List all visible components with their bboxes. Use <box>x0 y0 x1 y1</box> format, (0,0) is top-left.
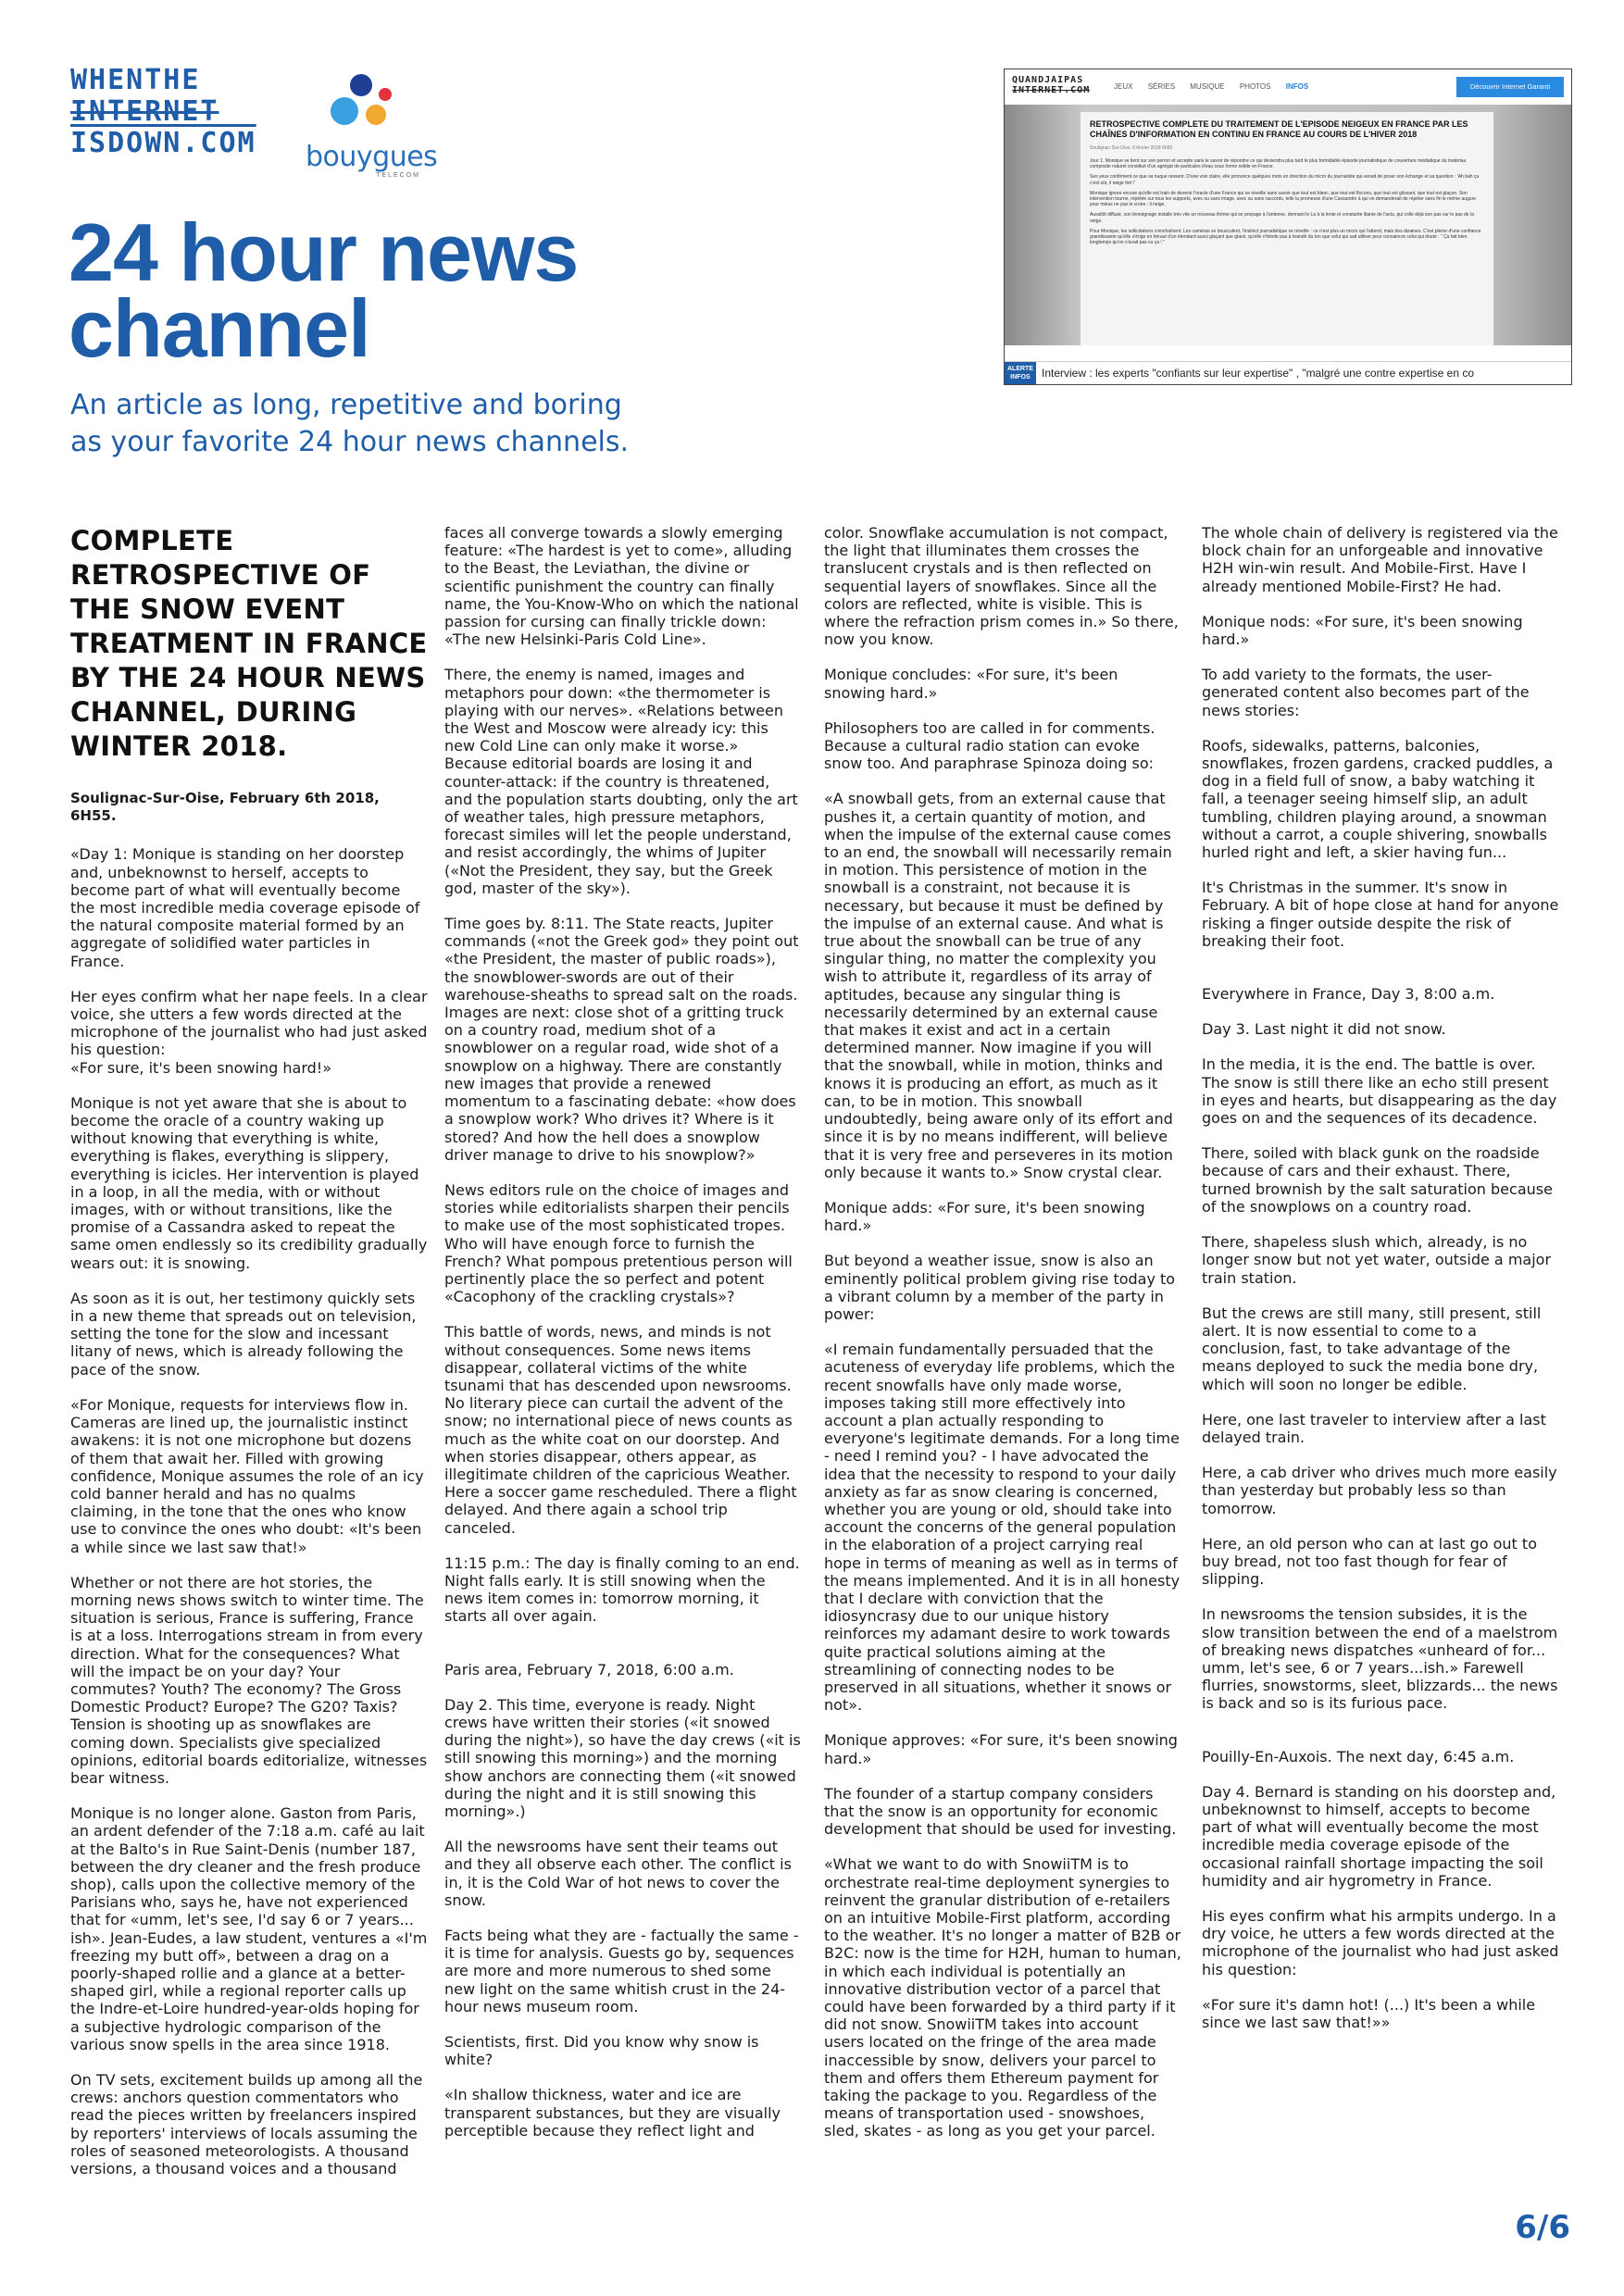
screenshot-page <box>1005 105 1571 345</box>
paragraph: Day 4. Bernard is standing on his doorstep and, unbeknownst to himself, accepts to become part of what will eventually become the most incredible media coverage episode of the occasional rainfall shortage impacting the soil humidity and air hygrometry in France. <box>1202 1782 1556 1890</box>
paragraph: Monique approves: «For sure, it's been snowing hard.» <box>824 1731 1178 1767</box>
paragraph: «For Monique, requests for interviews flow in. Cameras are lined up, the journalistic instinct awakens: it is not one microphone but dozens of them that await her. Filled with growing confidence, Monique assumes the role of an icy cold banner herald and has no qualms claiming, in the tone that the ones who know use to convince the ones who doubt: «It's been a while since we last saw that!» <box>70 1395 424 1556</box>
bouygues-telecom-logo <box>306 69 438 180</box>
screenshot-logo-line-1: QUANDJAIPAS <box>1012 75 1084 85</box>
website-screenshot <box>1004 69 1572 385</box>
paragraph: «Day 1: Monique is standing on her doorstep and, unbeknownst to herself, accepts to become part of what will eventually become the most incredible media coverage episode of the natural composite material formed by an aggregate of solidified water particles in France. <box>70 845 420 970</box>
paragraph: But beyond a weather issue, snow is also an eminently political problem giving rise today to a vibrant column by a member of the party in power: <box>824 1252 1176 1323</box>
paragraph: His eyes confirm what his armpits undergo. In a dry voice, he utters a few words directed at the microphone of the journalist who had just asked his question: <box>1202 1906 1559 1978</box>
paragraph: Roofs, sidewalks, patterns, balconies, snowflakes, frozen gardens, cracked puddles, a dog in a field full of snow, a baby watching it fall, a teenager seeing himself slip, an adult tumbling, children playing around, a snowman without a carrot, a couple shivering, snowballs hurled right and left, a skier having fun... <box>1202 736 1554 862</box>
paragraph: Facts being what they are - factually the same - it is time for analysis. Guests go by, sequences are more and more numerous to shed some new light on the same whitish crust in the 24-hour news museum room. <box>444 1927 799 2015</box>
screenshot-menu-item: JEUX <box>1114 82 1133 91</box>
bouygues-subtitle: TELECOM <box>376 172 420 179</box>
news-ticker <box>1005 361 1571 384</box>
paragraph: 11:15 p.m.: The day is finally coming to an end. Night falls early. It is still snowing when the news item comes in: tomorrow morning, it starts all over again. <box>444 1554 800 1626</box>
paragraph: color. Snowflake accumulation is not compact, the light that illuminates them crosses the translucent crystals and is then reflected on sequential layers of snowflakes. Since all the colors are reflected, white is visible. This is where the refraction prism comes in.» So there, now you know. <box>824 524 1179 649</box>
section-dateline: Everywhere in France, Day 3, 8:00 a.m. <box>1202 985 1495 1004</box>
paragraph: Day 2. This time, everyone is ready. Night crews have written their stories («it snowed during the night»), so have the day crews («it is still snowing this morning») and the morning show anchors are connecting them («it snowed during the night and it is still snowing this morning».) <box>444 1695 801 1820</box>
logo-line-3: ISDOWN.COM <box>70 127 256 159</box>
paragraph: Monique nods: «For sure, it's been snowing hard.» <box>1202 612 1523 649</box>
article-column-3 <box>824 524 1181 2158</box>
section-dateline: Pouilly-En-Auxois. The next day, 6:45 a.m. <box>1202 1747 1515 1766</box>
paragraph: Monique is not yet aware that she is about to become the oracle of a country waking up without knowing that everything is white, everything is flakes, everything is slippery, everything is icicles. Her intervention is played in a loop, in all the media, with or without images, with or without transitions, like the promise of a Cassandra asked to repeat the same omen endlessly so its credibility gradually wears out: it is snowing. <box>70 1093 428 1272</box>
bouygues-wordmark: bouygues <box>306 141 438 173</box>
paragraph: The founder of a startup company considers that the snow is an opportunity for economic development that should be used for investing. <box>824 1784 1177 1839</box>
paragraph: «What we want to do with SnowiiTM is to orchestrate real-time deployment synergies to reinvent the granular distribution of e-retailers on an intuitive Mobile-First platform, according to the weather. It's no longer a matter of B2B or B2C: now is the time for H2H, human to human, in which each individual is potentially an innovative distribution vector of a parcel that could have been forwarded by a third party if it did not snow. SnowiiTM takes into account users located on the fringe of the area made inaccessible by snow, delivers your parcel to them and offers them Ethereum payment for taking the package to you. Regardless of the means of transportation used - snowshoes, sled, skates - as long as you get your parcel. <box>824 1855 1181 2140</box>
paragraph: Here, an old person who can at last go out to buy bread, not too fast though for fear of slipping. <box>1202 1534 1537 1589</box>
paragraph: «A snowball gets, from an external cause that pushes it, a certain quantity of motion, and when the impulse of the external cause comes to an end, the snowball will necessarily remain in motion. This persistence of motion in the snowball is a constraint, not because it is necessary, but because it must be defined by the impulse of an external cause. And what is true about the snowball can be true of any singular thing, no matter the complexity you wish to attribute it, regardless of its array of aptitudes, because any singular thing is necessarily determined by an external cause that makes it exist and act in a certain determined manner. Now imagine if you will that the snowball, while in motion, thinks and knows it is producing an effort, as much as it can, to be in motion. This snowball undoubtedly, being aware only of its effort and since it is by no means indifferent, will believe that it is very free and perseveres in its motion only because it wants to.» Snow crystal clear. <box>824 790 1173 1181</box>
page-subtitle: An article as long, repetitive and boring as your favorite 24 hour news channels. <box>70 389 630 458</box>
screenshot-menu-item: SÉRIES <box>1147 82 1176 91</box>
paragraph: There, soiled with black gunk on the roadside because of cars and their exhaust. There, turned brownish by the salt saturation because of the snowplows on a country road. <box>1202 1144 1553 1216</box>
screenshot-navbar <box>1005 69 1571 106</box>
logo-line-2: INTERNET <box>70 95 219 128</box>
article-headline: COMPLETE RETROSPECTIVE OF THE SNOW EVENT TREATMENT IN FRANCE BY THE 24 HOUR NEWS CHANNEL, DURING WINTER 2018. <box>70 525 428 762</box>
screenshot-logo <box>1012 75 1090 95</box>
whentheinternetisdown-logo <box>70 65 256 159</box>
screenshot-menu-item-active: INFOS <box>1285 82 1309 91</box>
paragraph: All the newsrooms have sent their teams out and they all observe each other. The conflict is in, it is the Cold War of hot news to cover the snow. <box>444 1838 792 1909</box>
section-dateline: Paris area, February 7, 2018, 6:00 a.m. <box>444 1660 734 1678</box>
paragraph: There, the enemy is named, images and metaphors pour down: «the thermometer is playing with our nerves». «Relations between the West and Moscow were already icy: this new Cold Line can only make it worse.» Because editorial boards are losing it and counter-attack: if the country is threatened, and the population starts doubting, only the art of weather tales, high pressure metaphors, forecast similes will let the people understand, and resist accordingly, the whims of Jupiter («Not the President, they say, but the Greek god, master of the sky»). <box>444 666 798 897</box>
screenshot-paragraph: Jour 1. Monique se tient sur son perron et accepte sans le savoir de répondre ce qui deviendra plus tard le plus formidable épisode journalistique de couverture médiatique du matériau composite naturel constitué d'un agrégat de particules d'eau sous forme solide en France. <box>1090 158 1467 170</box>
paragraph: «For sure it's damn hot! (...) It's been a while since we last saw that!»» <box>1202 1995 1536 2031</box>
paragraph: There, shapeless slush which, already, is no longer snow but not yet water, outside a major train station. <box>1202 1233 1552 1287</box>
screenshot-paragraph: Monique ignore encore qu'elle est train de devenir l'oracle d'une France qui se réveille sans savoir que tout est blanc, que tout est flocons, que tout est glissant, que tout est glaçon. Son intervention tourne, répétée sur tous les supports, avec ou sans image, avec ou sans raccords, telle la promesse d'une Cassandre à qui on demanderait de répéter sans fin le même augure pour mieux ne pas le croire : il neige. <box>1090 190 1477 208</box>
paragraph: Scientists, first. Did you know why snow is white? <box>444 2033 759 2069</box>
screenshot-menu-item: PHOTOS <box>1239 82 1271 91</box>
screenshot-paragraph: Ses yeux confirment ce que sa nuque ressent. D'une voix claire, elle prononce quelques mots en direction du micro du journaliste qui venait de poser son échange et sa question : 'Ah bah ça c'est sûr, il neige fort !' <box>1090 174 1480 186</box>
screenshot-paragraph: Pour Monique, les sollicitations s'enchaînent. Les caméras se bousculent, l'instinct journalistique se réveille : ce n'est plus un micro qui l'attend, mais des dizaines. C'est pleine d'une confiance grandissante qu'elle s'érige en héraut d'un étendard aussi glaçant que glacé, qu'elle n'hésite pas à brandir du ton que celui qui sait utiliser pour convaincre celui qui doute : " Ça fait bien longtemps qu'on n'avait pas vu ça ! " <box>1090 228 1481 246</box>
screenshot-logo-line-2: INTERNET.COM <box>1012 85 1091 95</box>
paragraph: Monique concludes: «For sure, it's been snowing hard.» <box>824 666 1118 702</box>
ticker-text: Interview : les experts "confiants sur leur expertise" , "malgré une contre expertise en co <box>1042 367 1474 380</box>
page-number: 6/6 <box>1515 2209 1570 2246</box>
paragraph: faces all converge towards a slowly emerging feature: «The hardest is yet to come», alluding to the Beast, the Leviathan, the divine or scientific punishment the country can finally name, the You-Know-Who on which the national passion for cursing can finally trickle down: «The new Helsinki-Paris Cold Line». <box>444 524 799 649</box>
paragraph: Philosophers too are called in for comments. Because a cultural radio station can evoke snow too. And paraphrase Spinoza doing so: <box>824 718 1156 773</box>
logo-line-1: WHENTHE <box>70 64 201 96</box>
paragraph: In the media, it is the end. The battle is over. The snow is still there like an echo still present in eyes and hearts, but disappearing as the day goes on and the sequences of its decadence. <box>1202 1055 1557 1128</box>
screenshot-article-meta: Soulignac-Sur-Oise, 6 février 2018 6h55 <box>1090 145 1173 151</box>
paragraph: «In shallow thickness, water and ice are transparent substances, but they are visually perceptible because they reflect light and <box>444 2086 781 2140</box>
screenshot-article <box>1081 112 1493 345</box>
article-column-4 <box>1202 524 1559 2049</box>
paragraph: Here, a cab driver who drives much more easily than yesterday but probably less so than tomorrow. <box>1202 1464 1557 1517</box>
paragraph: It's Christmas in the summer. It's snow in February. A bit of hope close at hand for anyone risking a finger outside despite the risk of breaking their foot. <box>1202 879 1559 950</box>
bouygues-bubbles-icon <box>306 69 426 143</box>
screenshot-cta-button: Découvrir Internet Garanti <box>1456 77 1564 97</box>
screenshot-paragraph: Aussitôt diffusé, son témoignage installe très vite un nouveau thème qui se propage à l'antenne, donnant le La à la lente et constante litanie de l'actu, qui colle déjà son pas sur le pas de la neige. <box>1090 212 1474 224</box>
paragraph: In newsrooms the tension subsides, it is the slow transition between the end of a maelstrom of breaking news dispatches «unheard of for... umm, let's see, 6 or 7 years...ish.» Farewell flurries, snowstorms, sleet, blizzards... the news is back and so is its furious pace. <box>1202 1605 1558 1713</box>
article-column-2 <box>444 524 802 2157</box>
paragraph: Day 3. Last night it did not snow. <box>1202 1020 1446 1039</box>
screenshot-menu-item: MUSIQUE <box>1190 82 1225 91</box>
paragraph: The whole chain of delivery is registered via the block chain for an unforgeable and innovative H2H win-win result. And Mobile-First. Have I already mentioned Mobile-First? He had. <box>1202 524 1558 595</box>
article-dateline: Soulignac-Sur-Oise, February 6th 2018, 6H55. <box>70 790 380 825</box>
paragraph: On TV sets, excitement builds up among all the crews: anchors question commentators who read the pieces written by freelancers inspired by reporters' interviews of locals assuming the roles of seasoned meteorologists. A thousand versions, a thousand voices and a thousand <box>70 2071 423 2178</box>
paragraph: News editors rule on the choice of images and stories while editorialists sharpen their pencils to make use of the most sophisticated tropes. Who will have enough force to furnish the French? What pompous pretentious person will pertinently place the so perfect and potent «Cacophony of the crackling crystals»? <box>444 1180 793 1306</box>
article-column-1 <box>70 524 428 2195</box>
paragraph: Time goes by. 8:11. The State reacts, Jupiter commands («not the Greek god» they point out «the President, the master of public roads»), the snowblower-swords are out of their warehouse-sheaths to spread salt on the roads. Images are next: close shot of a gritting truck on a country road, medium shot of a snowblower on a regular road, wide shot of a snowplow on a highway. There are constantly new images that provide a renewed momentum to a fascinating debate: «how does a snowplow work? Who drives it? Where is it stored? And how the hell does a snowplow driver manage to drive to his snowplow?» <box>444 915 799 1164</box>
screenshot-article-title: RETROSPECTIVE COMPLETE DU TRAITEMENT DE L'EPISODE NEIGEUX EN FRANCE PAR LES CHAÎNES D'INFORMATION EN CONTINU EN FRANCE AU COURS DE L'HIVER 2018 <box>1090 119 1468 139</box>
paragraph: Monique is no longer alone. Gaston from Paris, an ardent defender of the 7:18 a.m. café au lait at the Balto's in Rue Saint-Denis (number 187, between the dry cleaner and the fresh produce shop), calls upon the collective memory of the Parisians who, says he, have not experienced that for «umm, let's see, I'd say 6 or 7 years... ish». Jean-Eudes, a law student, ventures a «I'm freezing my butt off», between a drag on a poorly-shaped rollie and a glance at a better-shaped girl, while a regional reporter calls up the Indre-et-Loire hundred-year-olds hoping for a subjective hydrologic comparison of the various snow spells in the area since 1918. <box>70 1804 428 2053</box>
paragraph: Whether or not there are hot stories, the morning news shows switch to winter time. The situation is serious, France is suffering, France is at a loss. Interrogations stream in from every direction. What for the consequences? What will the impact be on your day? Your commutes? Youth? The economy? The Gross Domestic Product? Europe? The G20? Taxis? Tension is shooting up as snowflakes are coming down. Specialists give specialized opinions, editorial boards editorialize, witnesses bear witness. <box>70 1573 428 1787</box>
alerte-infos-tag: ALERTE INFOS <box>1005 362 1036 384</box>
screenshot-menu <box>1114 82 1321 91</box>
paragraph: As soon as it is out, her testimony quickly sets in a new theme that spreads out on television, setting the tone for the slow and incessant litany of news, which is already following the pace of the snow. <box>70 1289 417 1379</box>
paragraph: Her eyes confirm what her nape feels. In a clear voice, she utters a few words directed at the microphone of the journalist who had just asked his question: «For sure, it's been snowing hard!» <box>70 987 428 1077</box>
paragraph: Here, one last traveler to interview after a last delayed train. <box>1202 1410 1546 1446</box>
paragraph: «I remain fundamentally persuaded that the acuteness of everyday life problems, which the recent snowfalls have only made worse, imposes taking still more effectively into account a plan actually responding to everyone's legitimate demands. For a long time - need I remind you? - I have advocated the idea that the necessity to respond to your daily anxiety as far as snow clearing is concerned, whether you are young or old, should take into account the concerns of the general population in the elaboration of a project carrying real hope in terms of meaning as well as in terms of the means implemented. And it is in all honesty that I declare with conviction that the idiosyncrasy due to our unique history reinforces my adamant desire to work towards quite practical solutions aiming at the streamlining of connecting nodes to be preserved in all situations, whether it snows or not». <box>824 1341 1181 1715</box>
page-title: 24 hour news channel <box>69 206 579 374</box>
paragraph: Monique adds: «For sure, it's been snowing hard.» <box>824 1198 1145 1235</box>
paragraph: To add variety to the formats, the user-generated content also becomes part of the news stories: <box>1202 666 1530 719</box>
paragraph: This battle of words, news, and minds is not without consequences. Some news items disappear, collateral victims of the white tsunami that has descended upon newsrooms. No literary piece can curtail the advent of the snow; no international piece of news counts as much as the white coat on our doorstep. And when stories disappear, others appear, as illegitimate children of the capricious Weather. Here a soccer game rescheduled. There a flight delayed. And there again a school trip canceled. <box>444 1323 797 1537</box>
paragraph: But the crews are still many, still present, still alert. It is now essential to come to a conclusion, fast, to take advantage of the means deployed to suck the media bone dry, which will soon no longer be edible. <box>1202 1304 1542 1393</box>
